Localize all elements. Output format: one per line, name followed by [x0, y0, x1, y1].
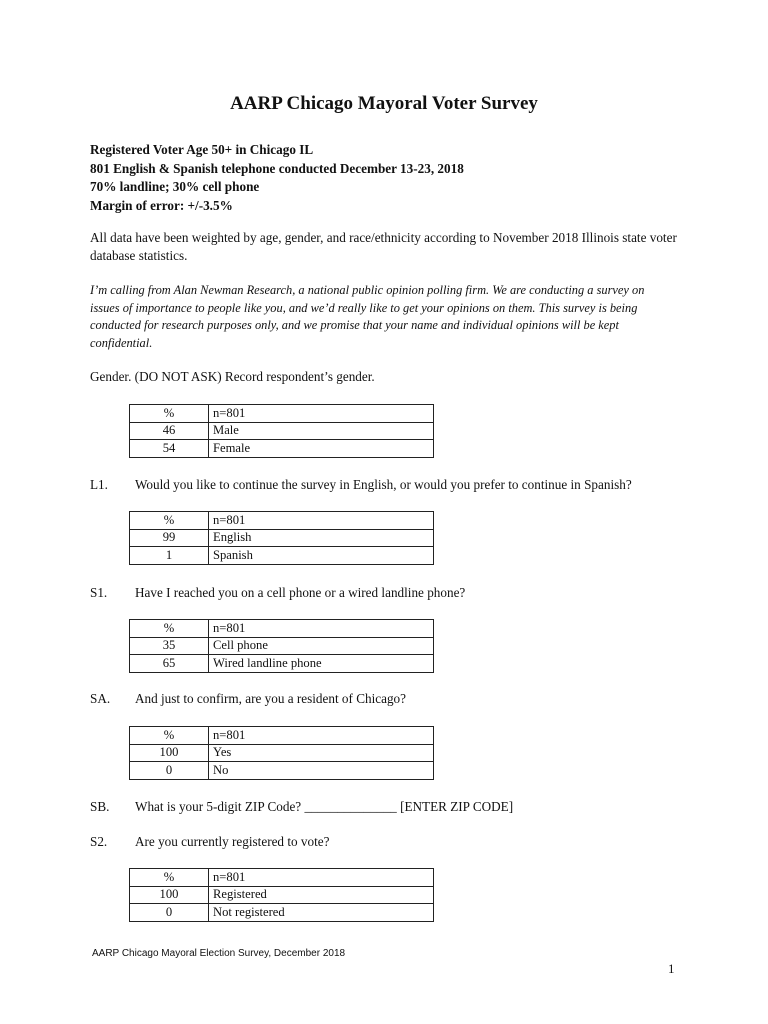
method-description: 801 English & Spanish telephone conducted December 13-23, 2018 — [90, 160, 464, 176]
percent-header: % — [130, 512, 209, 530]
question-text: And just to confirm, are you a resident of Chicago? — [135, 691, 407, 706]
table-header-row — [130, 869, 434, 887]
label-cell: Wired landline phone — [209, 655, 434, 673]
table-row — [130, 422, 434, 440]
table-row — [130, 762, 434, 780]
survey-metadata — [90, 141, 464, 215]
label-cell: Not registered — [209, 904, 434, 922]
question-number: SA. — [90, 691, 111, 706]
label-cell: No — [209, 762, 434, 780]
label-cell: English — [209, 529, 434, 547]
document-title: AARP Chicago Mayoral Voter Survey — [230, 93, 538, 114]
table-header-row — [130, 512, 434, 530]
percent-cell: 0 — [130, 762, 209, 780]
label-cell: Male — [209, 422, 434, 440]
interviewer-intro: I’m calling from Alan Newman Research, a national public opinion polling firm. We are conducting a survey on issues of importance to people like you, and we’d really like to get your opinions on them. This survey is being conducted for research purposes only, and we promise that your name and individual opinions will be kept confidential. — [90, 283, 645, 351]
label-cell: Spanish — [209, 547, 434, 565]
table-row — [130, 547, 434, 565]
percent-cell: 0 — [130, 904, 209, 922]
question-text: Are you currently registered to vote? — [135, 834, 330, 849]
question-sa — [90, 691, 406, 707]
percent-cell: 35 — [130, 637, 209, 655]
margin-of-error: Margin of error: +/-3.5% — [90, 197, 233, 213]
question-s1 — [90, 585, 465, 601]
question-sb — [90, 799, 513, 815]
question-l1 — [90, 477, 632, 493]
sample-size-header: n=801 — [209, 405, 434, 423]
sample-size-header: n=801 — [209, 727, 434, 745]
phone-mix: 70% landline; 30% cell phone — [90, 179, 260, 194]
gender-question: Gender. (DO NOT ASK) Record respondent’s gender. — [90, 369, 375, 384]
percent-cell: 46 — [130, 422, 209, 440]
table-row — [130, 886, 434, 904]
label-cell: Yes — [209, 744, 434, 762]
question-text: What is your 5-digit ZIP Code? ______________ [ENTER ZIP CODE] — [135, 799, 514, 814]
percent-cell: 99 — [130, 529, 209, 547]
table-row — [130, 637, 434, 655]
table-row — [130, 440, 434, 458]
question-number: SB. — [90, 799, 110, 814]
question-text: Would you like to continue the survey in English, or would you prefer to continue in Spanish? — [135, 477, 632, 492]
percent-header: % — [130, 727, 209, 745]
question-s2 — [90, 834, 329, 850]
sample-size-header: n=801 — [209, 869, 434, 887]
question-text: Have I reached you on a cell phone or a wired landline phone? — [135, 585, 466, 600]
question-number: L1. — [90, 477, 108, 492]
gender-results-table — [129, 404, 434, 458]
percent-cell: 1 — [130, 547, 209, 565]
page-number: 1 — [668, 961, 675, 976]
s1-results-table — [129, 619, 434, 673]
percent-cell: 65 — [130, 655, 209, 673]
sample-size-header: n=801 — [209, 620, 434, 638]
l1-results-table — [129, 511, 434, 565]
table-row — [130, 904, 434, 922]
percent-header: % — [130, 620, 209, 638]
percent-header: % — [130, 869, 209, 887]
sample-description: Registered Voter Age 50+ in Chicago IL — [90, 142, 314, 157]
sample-size-header: n=801 — [209, 512, 434, 530]
percent-cell: 100 — [130, 886, 209, 904]
table-header-row — [130, 620, 434, 638]
label-cell: Female — [209, 440, 434, 458]
table-header-row — [130, 405, 434, 423]
percent-cell: 54 — [130, 440, 209, 458]
label-cell: Registered — [209, 886, 434, 904]
label-cell: Cell phone — [209, 637, 434, 655]
question-number: S2. — [90, 834, 108, 849]
table-row — [130, 744, 434, 762]
question-number: S1. — [90, 585, 108, 600]
percent-cell: 100 — [130, 744, 209, 762]
sa-results-table — [129, 726, 434, 780]
table-header-row — [130, 727, 434, 745]
table-row — [130, 529, 434, 547]
table-row — [130, 655, 434, 673]
page-footer: AARP Chicago Mayoral Election Survey, December 2018 — [92, 948, 346, 959]
s2-results-table — [129, 868, 434, 922]
percent-header: % — [130, 405, 209, 423]
weighting-note: All data have been weighted by age, gender, and race/ethnicity according to November 2018 Illinois state voter database statistics. — [90, 230, 677, 263]
